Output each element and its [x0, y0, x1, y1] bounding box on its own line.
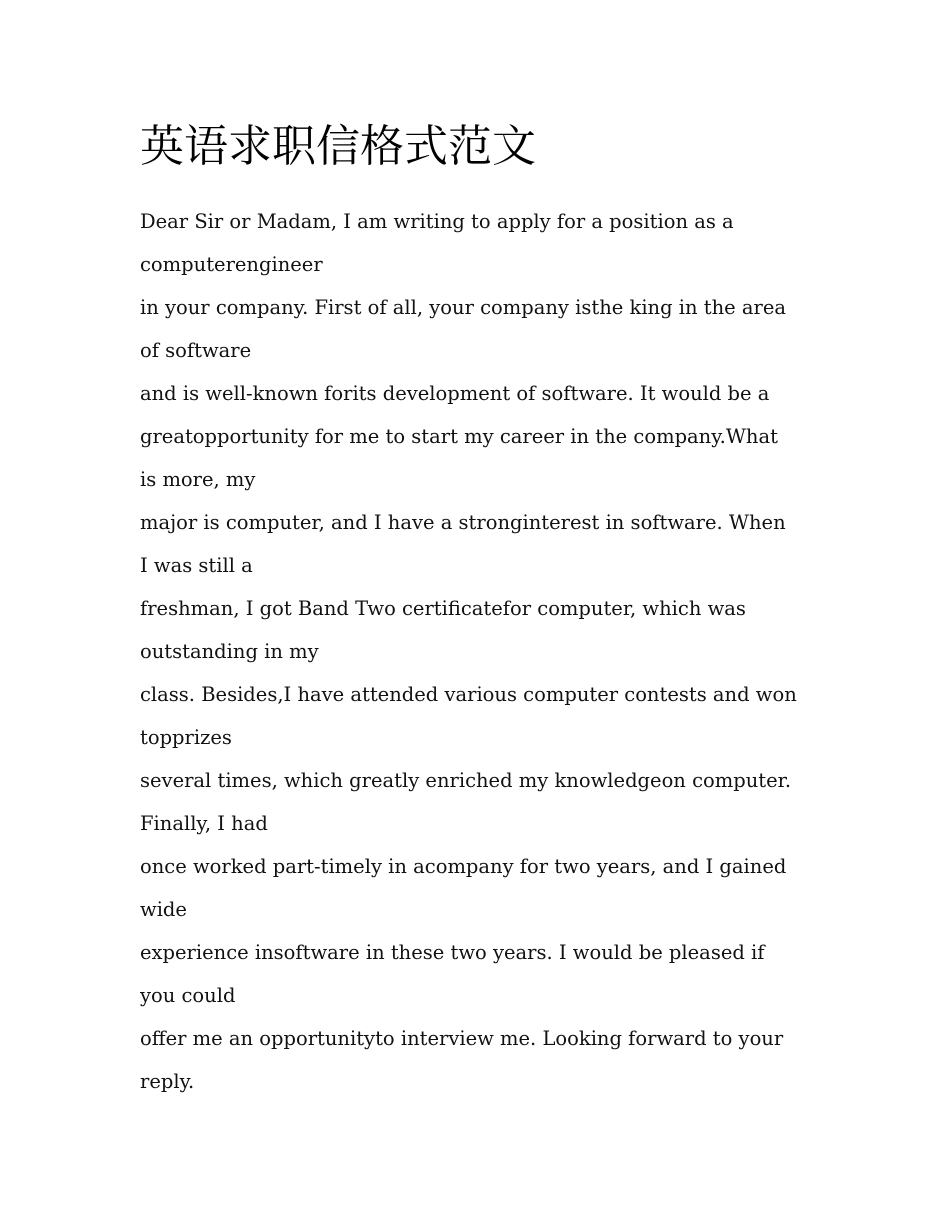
letter-line: of software	[140, 339, 252, 362]
letter-line: and is well-known forits development of software. It would be a	[140, 382, 770, 405]
letter-body	[140, 200, 812, 1103]
document-content	[140, 112, 812, 1103]
document-title: 英语求职信格式范文	[140, 121, 536, 172]
letter-line: Finally, I had	[140, 812, 268, 835]
letter-line: is more, my	[140, 468, 256, 491]
letter-line: freshman, I got Band Two certificatefor computer, which was	[140, 597, 746, 620]
letter-line: reply.	[140, 1070, 195, 1093]
letter-line: offer me an opportunityto interview me. Looking forward to your	[140, 1027, 784, 1050]
letter-line: once worked part-timely in acompany for two years, and I gained	[140, 855, 787, 878]
letter-line: greatopportunity for me to start my career in the company.What	[140, 425, 778, 448]
letter-line: computerengineer	[140, 253, 323, 276]
letter-line: major is computer, and I have a stronginterest in software. When	[140, 511, 786, 534]
letter-line: outstanding in my	[140, 640, 319, 663]
letter-line: experience insoftware in these two years. I would be pleased if	[140, 941, 765, 964]
letter-line: I was still a	[140, 554, 253, 577]
letter-line: class. Besides,I have attended various computer contests and won	[140, 683, 797, 706]
letter-line: you could	[140, 984, 236, 1007]
letter-line: in your company. First of all, your company isthe king in the area	[140, 296, 787, 319]
letter-line: wide	[140, 898, 187, 921]
letter-line: topprizes	[140, 726, 232, 749]
letter-line: Dear Sir or Madam, I am writing to apply for a position as a	[140, 210, 734, 233]
letter-line: several times, which greatly enriched my knowledgeon computer.	[140, 769, 792, 792]
